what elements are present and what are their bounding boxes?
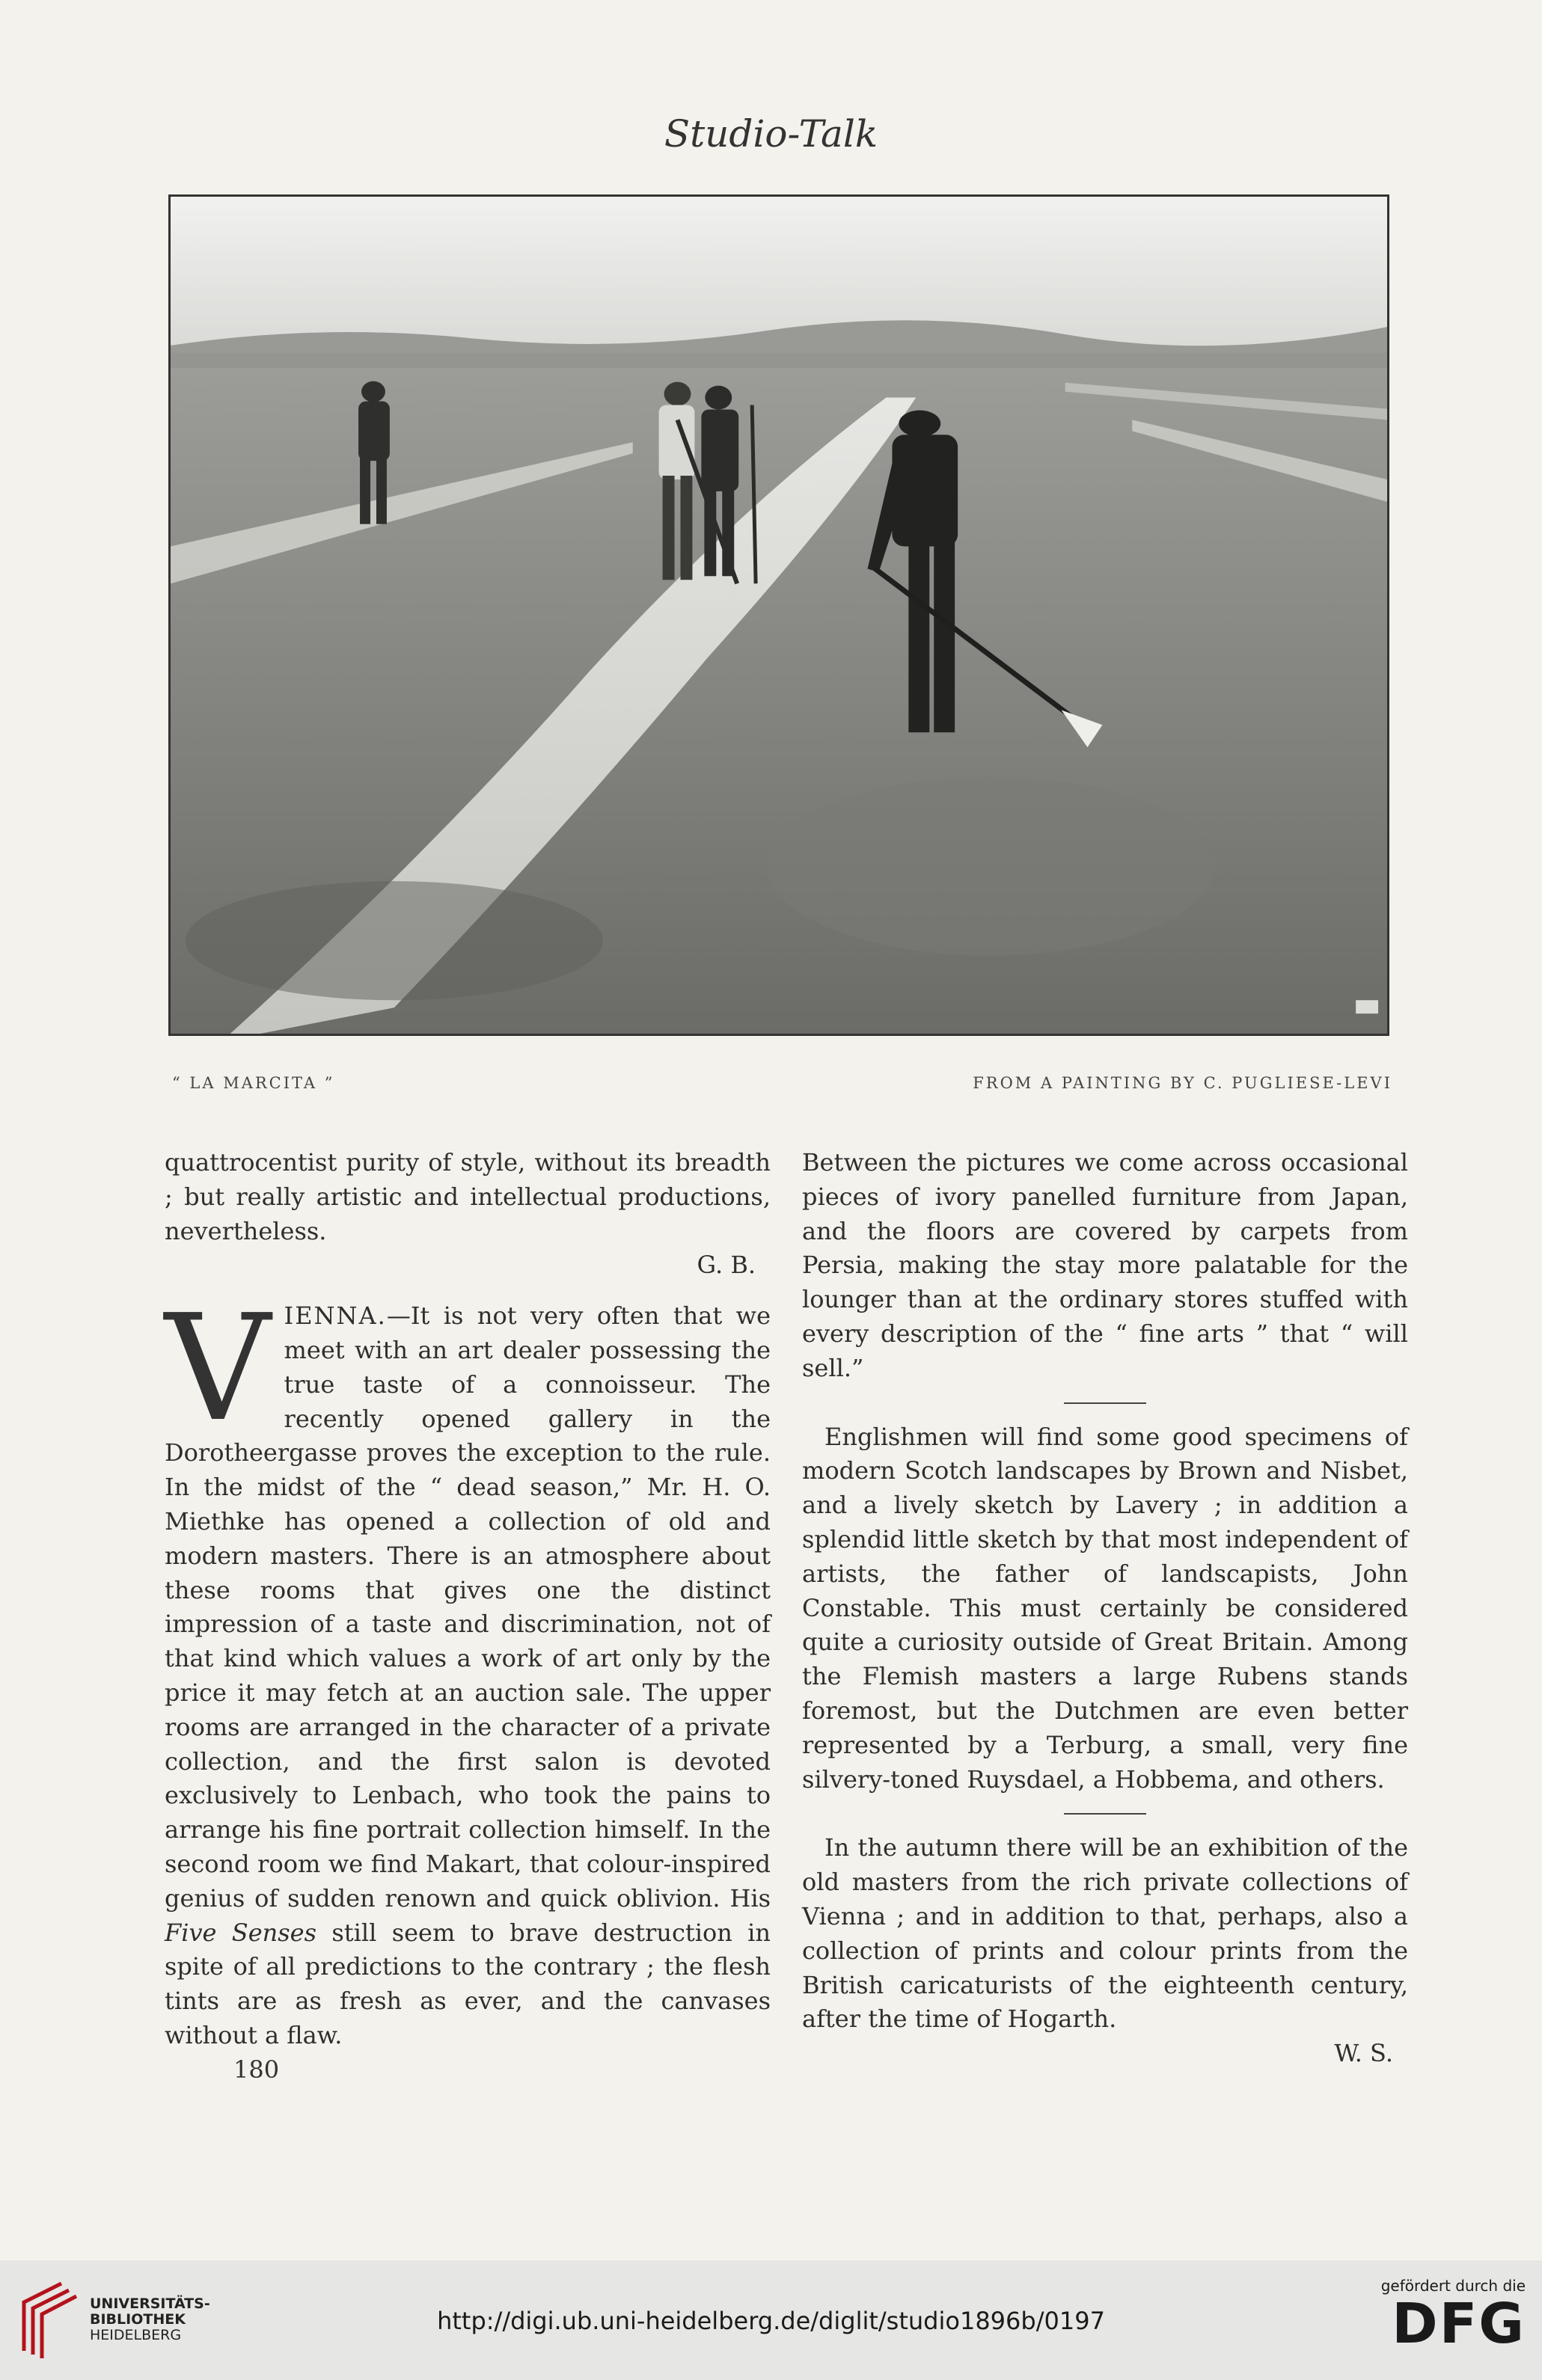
- vienna-first-word: IENNA.: [284, 1301, 387, 1331]
- funding-note: gefördert durch die: [1380, 2277, 1526, 2295]
- page-number: 180: [233, 2055, 280, 2084]
- right-paragraph-1: Between the pictures we come across occasional pieces of ivory panelled furniture from Japan, and the floors are covered by carpets from Persia, making the stay more palatable for the lounger than at the ordinary stores stuffed with every description of the “ fine arts ” that “ will sell.”: [802, 1148, 1408, 1382]
- right-signature: W. S.: [1334, 2039, 1393, 2068]
- vienna-text: —It is not very often that we meet with an art dealer possessing the true taste of a connoisseur. The recently opened gallery in the Dorotheergasse proves the exception to the rule. In the midst of the “ dead season,” Mr. H. O. Miethke has opened a collection of old and modern masters. There is an atmosphere about these rooms that gives one the distinct impression of a taste and discrimination, not of that kind which values a work of art only by the price it may fetch at an auction sale. The upper rooms are arranged in the character of a private collection, and the first salon is devoted exclusively to Lenbach, who took the pains to arrange his fine portrait collection himself. In the second room we find Makart, that colour-inspired genius of sudden renown and quick oblivion. His: [165, 1301, 771, 1913]
- painting-image: [171, 197, 1387, 1034]
- library-line-3: HEIDELBERG: [90, 2327, 182, 2343]
- intro-paragraph: quattrocentist purity of style, without its breadth ; but really artistic and intellectual productions, nevertheless.: [165, 1148, 771, 1245]
- section-divider: [1064, 1813, 1146, 1815]
- footer-bar: [0, 2260, 1542, 2380]
- left-column: [165, 1146, 771, 2053]
- plate-caption-title: “ LA MARCITA ”: [172, 1074, 335, 1092]
- artwork-title: Five Senses: [165, 1918, 317, 1947]
- running-head: Studio-Talk: [664, 112, 878, 156]
- footer-url-link[interactable]: http://digi.ub.uni-heidelberg.de/diglit/studio1896b/0197: [437, 2307, 1105, 2335]
- section-divider: [1064, 1402, 1146, 1404]
- plate-caption-credit: FROM A PAINTING BY C. PUGLIESE-LEVI: [973, 1074, 1392, 1092]
- intro-signature: G. B.: [697, 1251, 756, 1280]
- right-paragraph-2: Englishmen will find some good specimens of modern Scotch landscapes by Brown and Nisbet, and a lively sketch by Lavery ; in addition a splendid little sketch by that most independent of artists, the father of landscapists, John Constable. This must certainly be considered quite a curiosity outside of Great Britain. Among the Flemish masters a large Rubens stands foremost, but the Dutchmen are even better represented by a Terburg, a small, very fine silvery-toned Ruysdael, a Hobbema, and others.: [802, 1422, 1408, 1794]
- library-line-1: UNIVERSITÄTS-: [90, 2295, 210, 2312]
- vienna-text-end: still seem to brave destruction in spite of all predictions to the contrary ; the flesh tints are as fresh as ever, and the canvases without a flaw.: [165, 1918, 771, 2049]
- right-paragraph-3: In the autumn there will be an exhibition of the old masters from the rich private collections of Vienna ; and in addition to that, perhaps, also a collection of prints and colour prints from the British caricaturists of the eighteenth century, after the time of Hogarth.: [802, 1833, 1408, 2034]
- funder-tag: [1380, 2277, 1526, 2356]
- right-column: [802, 1146, 1408, 2071]
- drop-cap: V: [165, 1283, 271, 1455]
- painting-plate: [168, 194, 1389, 1036]
- vienna-paragraph: [165, 1283, 771, 2053]
- library-line-2: BIBLIOTHEK: [90, 2311, 186, 2328]
- funder-logo: DFG: [1392, 2292, 1526, 2356]
